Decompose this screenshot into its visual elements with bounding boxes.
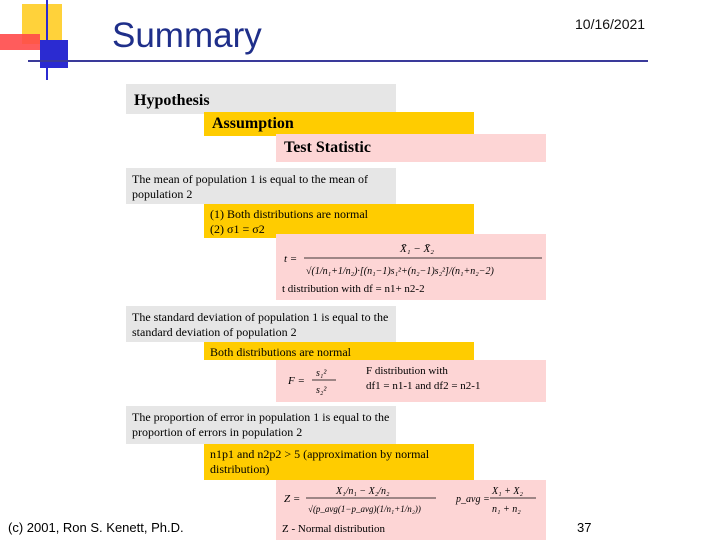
row2-distribution-line1: F distribution with — [366, 365, 448, 377]
svg-text:s₂²: s₂² — [316, 385, 327, 396]
svg-text:X₁ + X₂: X₁ + X₂ — [492, 486, 523, 497]
svg-text:F =: F = — [288, 375, 305, 387]
page-number: 37 — [577, 520, 592, 535]
svg-text:n₁ + n₂: n₁ + n₂ — [492, 504, 521, 515]
svg-text:X̄₁ − X̄₂: X̄₁ − X̄₂ — [400, 243, 435, 255]
svg-text:X₁/n₁ − X₂/n₂: X₁/n₁ − X₂/n₂ — [336, 486, 390, 497]
row2-distribution-line2: df1 = n1-1 and df2 = n2-1 — [366, 380, 481, 392]
z-statistic-formula — [280, 482, 550, 522]
svg-text:Z =: Z = — [284, 493, 301, 505]
t-statistic-formula — [280, 236, 550, 286]
row1-distribution: t distribution with df = n1+ n2-2 — [282, 283, 425, 295]
page-title: Summary — [112, 16, 262, 55]
header-assumption: Assumption — [204, 112, 474, 136]
svg-text:√(1/n₁+1/n₂)·[(n₁−1)s₁²+(n₂−1): √(1/n₁+1/n₂)·[(n₁−1)s₁²+(n₂−1)s₂²]/(n₁+n₂−2) — [306, 266, 494, 277]
row1-test-statistic — [276, 234, 546, 300]
row1-assumption — [204, 204, 474, 238]
svg-text:√(p_avg(1−p_avg)(1/n₁+1/n₂)): √(p_avg(1−p_avg)(1/n₁+1/n₂)) — [308, 504, 421, 514]
logo-blue-square — [40, 40, 68, 68]
row1-assumption-2: (2) σ1 = σ2 — [210, 222, 265, 236]
row1-assumption-1: (1) Both distributions are normal — [210, 207, 368, 221]
title-underline — [28, 60, 648, 62]
svg-text:p_avg =: p_avg = — [456, 494, 490, 505]
row2-hypothesis: The standard deviation of population 1 is equal to the standard deviation of population 2 — [126, 306, 396, 342]
row2-assumption: Both distributions are normal — [204, 342, 474, 360]
svg-text:s₁²: s₁² — [316, 368, 327, 379]
row3-distribution: Z - Normal distribution — [282, 523, 385, 535]
header-test-statistic: Test Statistic — [276, 134, 546, 162]
row3-hypothesis: The proportion of error in population 1 is equal to the proportion of errors in population 2 — [126, 406, 396, 444]
slide-date: 10/16/2021 — [575, 16, 646, 32]
row3-test-statistic — [276, 480, 546, 540]
logo-vertical-line — [46, 0, 48, 80]
header-hypothesis: Hypothesis — [126, 84, 396, 114]
logo-red-bar — [0, 34, 40, 50]
footer-copyright: (c) 2001, Ron S. Kenett, Ph.D. — [8, 520, 184, 535]
svg-text:t =: t = — [284, 253, 298, 265]
row2-test-statistic — [276, 360, 546, 402]
f-statistic-formula — [284, 362, 364, 402]
row1-hypothesis: The mean of population 1 is equal to the mean of population 2 — [126, 168, 396, 204]
row3-assumption: n1p1 and n2p2 > 5 (approximation by normal distribution) — [204, 444, 474, 480]
